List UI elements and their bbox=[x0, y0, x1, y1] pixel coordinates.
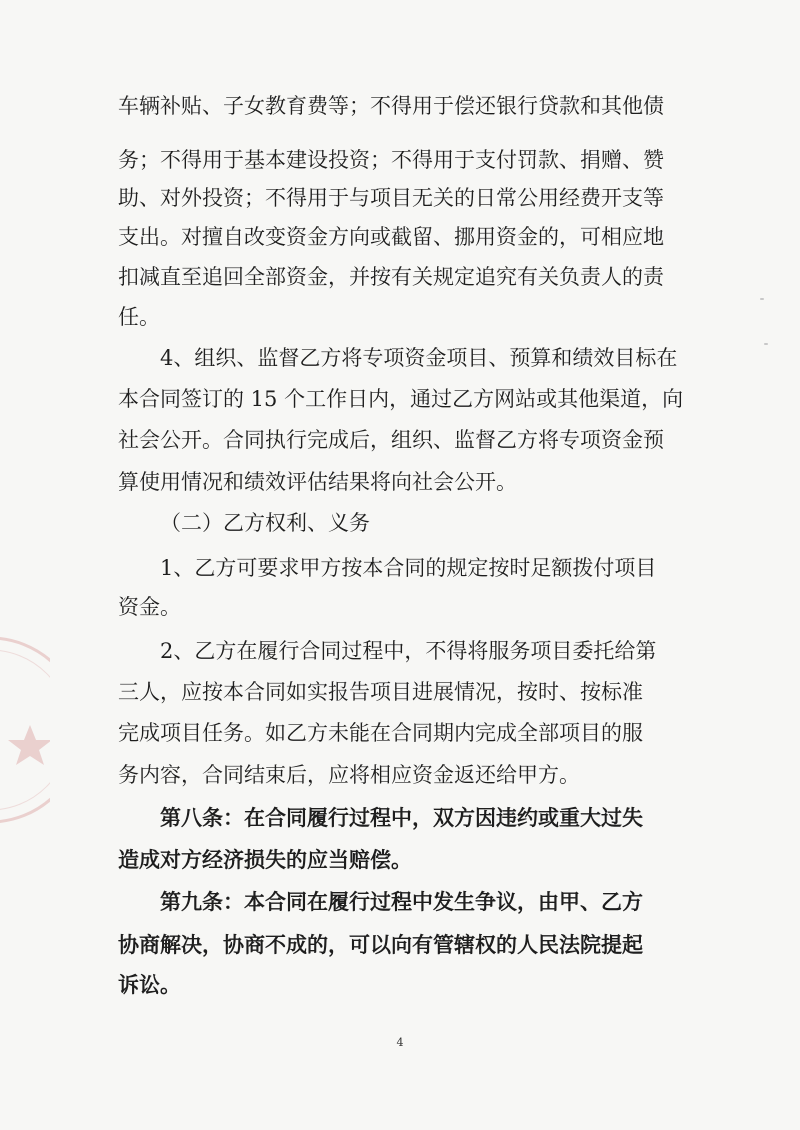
body-line: 2、乙方在履行合同过程中，不得将服务项目委托给第 bbox=[160, 639, 657, 663]
body-line: 本合同签订的 15 个工作日内，通过乙方网站或其他渠道，向 bbox=[118, 387, 684, 411]
body-line: 算使用情况和绩效评估结果将向社会公开。 bbox=[118, 470, 517, 494]
body-line: 支出。对擅自改变资金方向或截留、挪用资金的，可相应地 bbox=[118, 225, 664, 249]
body-line: 务；不得用于基本建设投资；不得用于支付罚款、捐赠、赞 bbox=[118, 148, 664, 172]
body-line: 扣减直至追回全部资金，并按有关规定追究有关负责人的责 bbox=[118, 265, 664, 289]
body-line: 务内容，合同结束后，应将相应资金返还给甲方。 bbox=[118, 763, 580, 787]
body-line: 车辆补贴、子女教育费等；不得用于偿还银行贷款和其他债 bbox=[118, 94, 664, 118]
body-line: 助、对外投资；不得用于与项目无关的日常公用经费开支等 bbox=[118, 186, 664, 210]
body-line: 4、组织、监督乙方将专项资金项目、预算和绩效目标在 bbox=[160, 346, 678, 370]
seal-stamp bbox=[0, 630, 50, 830]
section-heading: （二）乙方权利、义务 bbox=[160, 511, 370, 535]
body-line: 完成项目任务。如乙方未能在合同期内完成全部项目的服 bbox=[118, 721, 643, 745]
article-9-line: 第九条：本合同在履行过程中发生争议，由甲、乙方 bbox=[160, 890, 643, 914]
body-line: 三人，应按本合同如实报告项目进展情况，按时、按标准 bbox=[118, 680, 643, 704]
article-9-line: 协商解决，协商不成的，可以向有管辖权的人民法院提起 bbox=[118, 933, 643, 957]
article-8-line: 造成对方经济损失的应当赔偿。 bbox=[118, 848, 412, 872]
article-8-line: 第八条：在合同履行过程中，双方因违约或重大过失 bbox=[160, 806, 643, 830]
body-line: 1、乙方可要求甲方按本合同的规定按时足额拨付项目 bbox=[160, 556, 657, 580]
body-line: 任。 bbox=[118, 305, 160, 329]
scan-speck bbox=[764, 343, 768, 345]
body-line: 资金。 bbox=[118, 595, 181, 619]
body-line: 社会公开。合同执行完成后，组织、监督乙方将专项资金预 bbox=[118, 428, 664, 452]
page-number: 4 bbox=[396, 1036, 404, 1049]
article-9-line: 诉讼。 bbox=[118, 973, 181, 997]
scan-speck bbox=[760, 298, 764, 300]
